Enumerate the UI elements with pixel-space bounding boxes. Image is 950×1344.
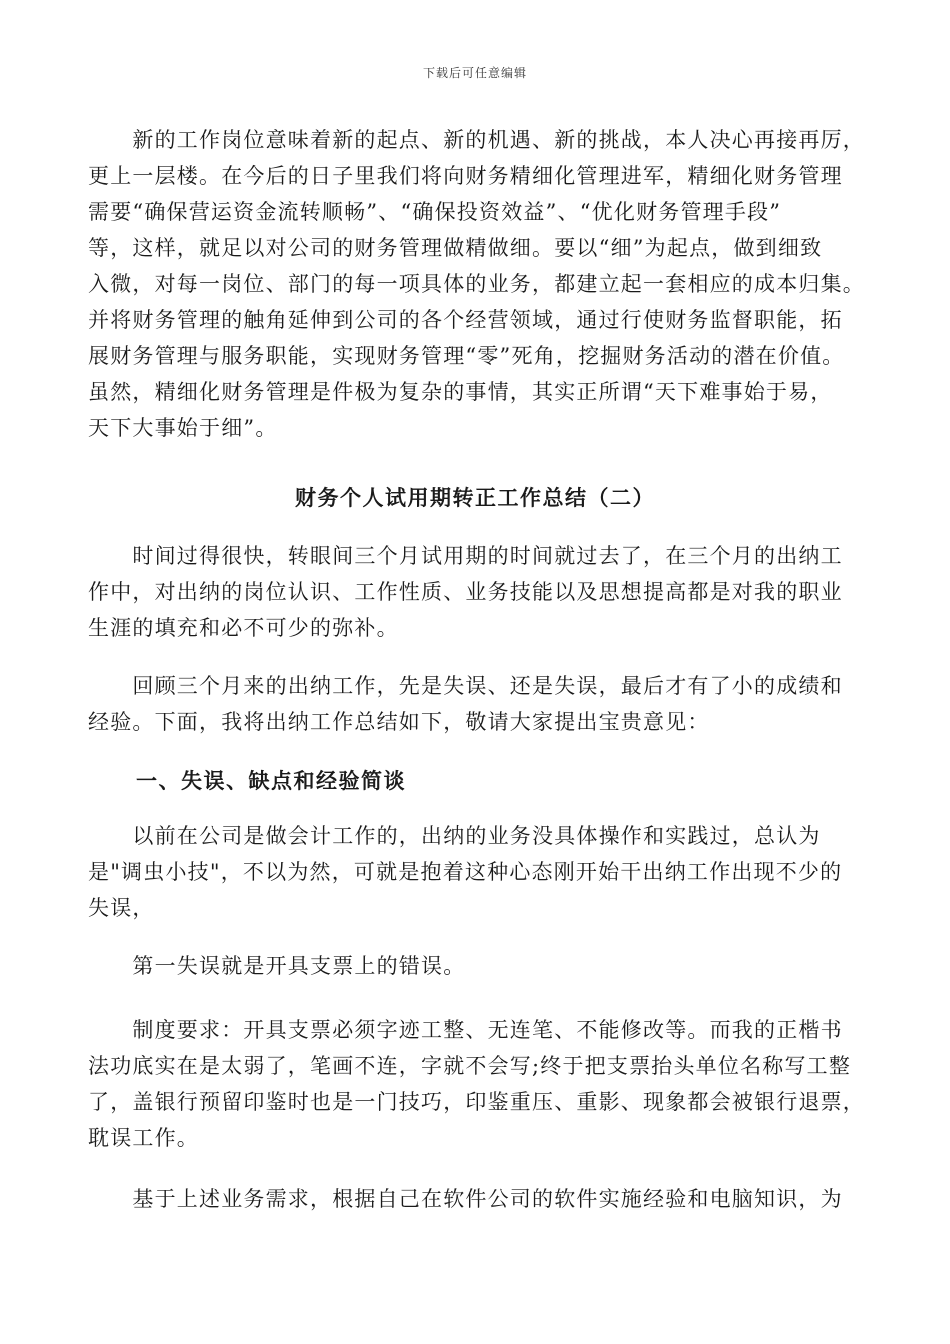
paragraph-7 <box>88 1181 863 1217</box>
header-note: 下载后可任意编辑 <box>422 66 527 80</box>
text-line: 了，盖银行预留印鉴时也是一门技巧，印鉴重压、重影、现象都会被银行退票， <box>88 1090 865 1114</box>
text-line: 入微，对每一岗位、部门的每一项具体的业务，都建立起一套相应的成本归集。 <box>88 272 865 296</box>
text-line: 回顾三个月来的出纳工作，先是失误、还是失误，最后才有了小的成绩和 <box>88 674 843 698</box>
text-line: 天下大事始于细”。 <box>88 416 278 440</box>
text-line: 需要“确保营运资金流转顺畅”、“确保投资效益”、“优化财务管理手段” <box>88 200 782 224</box>
text-line: 新的工作岗位意味着新的起点、新的机遇、新的挑战，本人决心再接再厉， <box>88 128 865 152</box>
paragraph-2 <box>88 538 863 646</box>
section-title: 财务个人试用期转正工作总结（二） <box>295 485 655 510</box>
paragraph-5 <box>88 948 863 984</box>
text-line: 虽然，精细化财务管理是件极为复杂的事情，其实正所谓“天下难事始于易， <box>88 380 833 404</box>
paragraph-3 <box>88 668 863 740</box>
text-line: 第一失误就是开具支票上的错误。 <box>88 954 466 978</box>
text-line: 时间过得很快，转眼间三个月试用期的时间就过去了，在三个月的出纳工 <box>88 544 843 568</box>
text-line: 法功底实在是太弱了，笔画不连，字就不会写;终于把支票抬头单位名称写工整 <box>88 1054 852 1078</box>
text-line: 更上一层楼。在今后的日子里我们将向财务精细化管理进军，精细化财务管理 <box>88 164 843 188</box>
text-line: 失误， <box>88 896 155 920</box>
text-line: 是"调虫小技"，不以为然，可就是抱着这种心态刚开始干出纳工作出现不少的 <box>88 860 843 884</box>
paragraph-1 <box>88 122 863 446</box>
paragraph-4 <box>88 818 863 926</box>
text-line: 并将财务管理的触角延伸到公司的各个经营领域，通过行使财务监督职能，拓 <box>88 308 843 332</box>
text-line: 基于上述业务需求，根据自己在软件公司的软件实施经验和电脑知识，为 <box>88 1187 843 1211</box>
subsection-heading: 一、失误、缺点和经验简谈 <box>136 768 406 793</box>
text-line: 经验。下面，我将出纳工作总结如下，敬请大家提出宝贵意见： <box>88 710 710 734</box>
text-line: 等，这样，就足以对公司的财务管理做精做细。要以“细”为起点，做到细致 <box>88 236 823 260</box>
text-line: 作中，对出纳的岗位认识、工作性质、业务技能以及思想提高都是对我的职业 <box>88 580 843 604</box>
text-line: 耽误工作。 <box>88 1126 199 1150</box>
paragraph-6 <box>88 1012 863 1156</box>
text-line: 制度要求：开具支票必须字迹工整、无连笔、不能修改等。而我的正楷书 <box>88 1018 843 1042</box>
text-line: 生涯的填充和必不可少的弥补。 <box>88 616 399 640</box>
text-line: 以前在公司是做会计工作的，出纳的业务没具体操作和实践过，总认为 <box>88 824 821 848</box>
text-line: 展财务管理与服务职能，实现财务管理“零”死角，挖掘财务活动的潜在价值。 <box>88 344 845 368</box>
